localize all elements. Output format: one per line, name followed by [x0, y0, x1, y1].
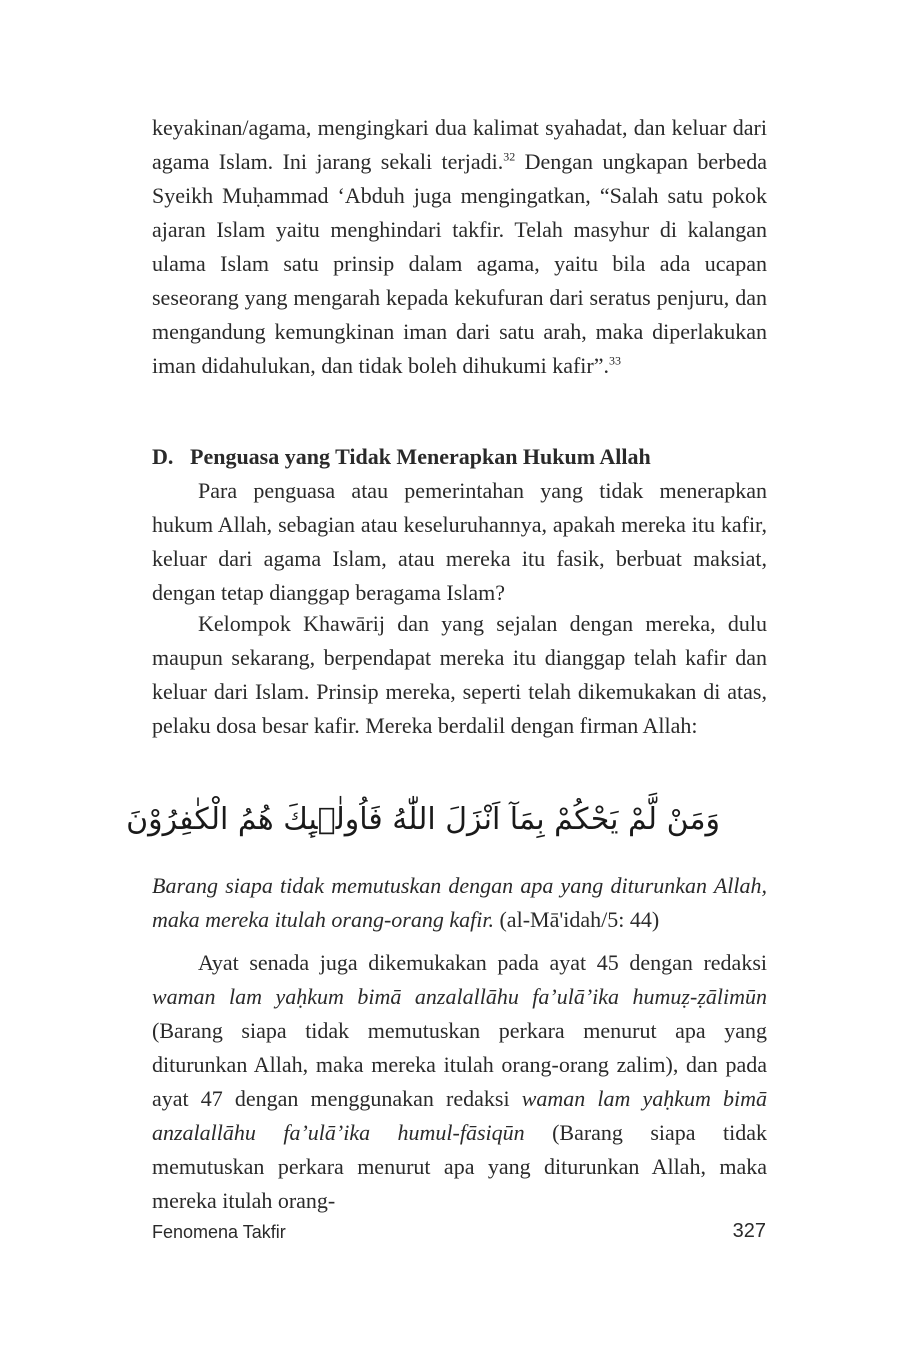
paragraph-opening-text-1: keyakinan/agama, mengingkari dua kalimat syahadat, dan keluar dari agama Islam. Ini jarang sekali terjadi. [152, 115, 767, 174]
quran-verse-arabic: وَمَنْ لَّمْ يَحْكُمْ بِمَآ اَنْزَلَ اللّٰهُ فَاُولٰۤىِٕكَ هُمُ الْكٰفِرُوْنَ [126, 802, 720, 837]
verse-translation-italic: Barang siapa tidak memutuskan dengan apa yang diturunkan Allah, maka mereka itulah orang-orang kafir. [152, 873, 767, 932]
paragraph-question: Para penguasa atau pemerintahan yang tidak menerapkan hukum Allah, sebagian atau keseluruhannya, apakah mereka itu kafir, keluar dari agama Islam, atau mereka itu fasik, berbuat maksiat, dengan tetap dianggap beragama Islam? [152, 478, 767, 605]
paragraph-khawarij: Kelompok Khawārij dan yang sejalan dengan mereka, dulu maupun sekarang, berpendapat mereka itu dianggap telah kafir dan keluar dari Islam. Prinsip mereka, seperti telah dikemukakan di atas, pelaku dosa besar kafir. Mereka berdalil dengan firman Allah: [152, 611, 767, 738]
transliteration-zalimun: waman lam yaḥkum bimā anzalallāhu fa’ulā’ika humuẓ-ẓālimūn [152, 984, 767, 1009]
paragraph-4-part-2: (Barang siapa tidak memutuskan perkara menurut apa yang diturunkan Allah, maka mereka itulah orang-orang zalim), dan pada ayat 47 dengan menggunakan redaksi [152, 1018, 767, 1111]
footer-book-title: Fenomena Takfir [152, 1222, 286, 1242]
section-heading [152, 440, 767, 474]
verse-reference: (al-Mā'idah/5: 44) [493, 907, 660, 932]
verse-translation [152, 869, 767, 937]
paragraph-opening-text-2: Dengan ungkapan berbeda Syeikh Muḥammad ‘Abduh juga mengingatkan, “Salah satu pokok ajaran Islam yaitu menghindari takfir. Telah masyhur di kalangan ulama Islam satu prinsip dalam agama, yaitu bila ada ucapan seseorang yang mengarah kepada kekufuran dari seratus penjuru, dan mengandung kemungkinan iman dari satu arah, maka diperlakukan iman didahulukan, dan tidak boleh dihukumi kafir”. [152, 149, 767, 378]
paragraph-opening [152, 111, 767, 383]
footnote-marker-32[interactable]: 32 [503, 149, 516, 164]
footnote-marker-33[interactable]: 33 [609, 353, 622, 368]
paragraph-4-part-1: Ayat senada juga dikemukakan pada ayat 45 dengan redaksi [198, 950, 767, 975]
transliteration-fasiqun: waman lam yaḥkum bimā anzalallāhu fa’ulā’ika humul-fāsiqūn [152, 1086, 768, 1145]
paragraph-similar-verses [152, 946, 767, 1218]
section-title: Penguasa yang Tidak Menerapkan Hukum Allah [190, 444, 651, 469]
section-letter: D. [152, 444, 174, 469]
footer-page-number: 327 [732, 1220, 766, 1242]
paragraph-4-part-3: (Barang siapa tidak memutuskan perkara menurut apa yang diturunkan Allah, maka mereka itulah orang- [152, 1120, 767, 1213]
